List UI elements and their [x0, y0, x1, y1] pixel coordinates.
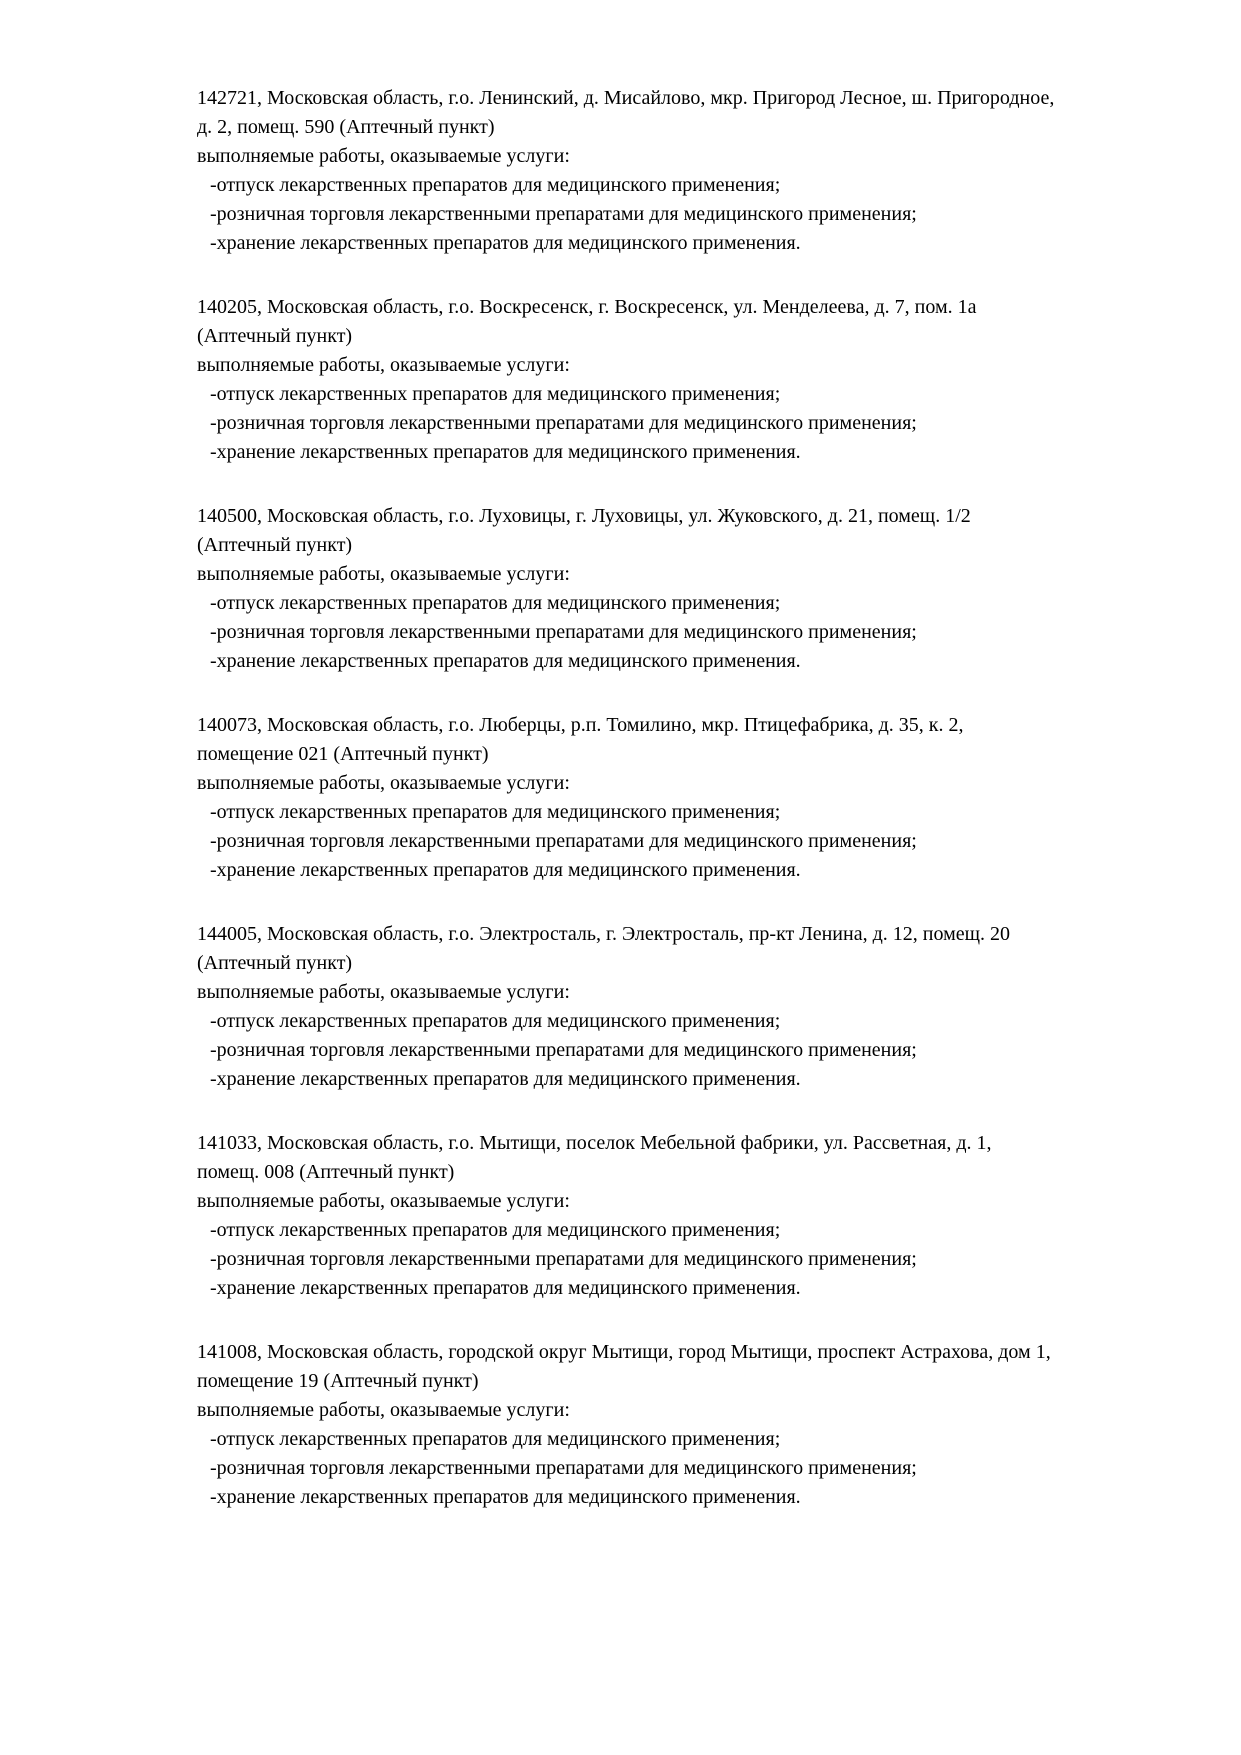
service-item: -розничная торговля лекарственными препаратами для медицинского применения; [210, 1457, 917, 1479]
service-item: -розничная торговля лекарственными препаратами для медицинского применения; [210, 621, 917, 643]
license-entry [197, 84, 1057, 258]
service-item: -хранение лекарственных препаратов для медицинского применения. [210, 1068, 801, 1090]
services-list [197, 1216, 1057, 1303]
pharmacy-address: 142721, Московская область, г.о. Ленинский, д. Мисайлово, мкр. Пригород Лесное, ш. Пригородное, д. 2, помещ. 590 (Аптечный пункт) [197, 87, 1055, 138]
service-item: -отпуск лекарственных препаратов для медицинского применения; [210, 1010, 781, 1032]
pharmacy-address: 141033, Московская область, г.о. Мытищи, поселок Мебельной фабрики, ул. Рассветная, д. 1, помещ. 008 (Аптечный пункт) [197, 1132, 992, 1183]
service-item: -розничная торговля лекарственными препаратами для медицинского применения; [210, 412, 917, 434]
pharmacy-address: 140073, Московская область, г.о. Люберцы, р.п. Томилино, мкр. Птицефабрика, д. 35, к. 2, помещение 021 (Аптечный пункт) [197, 714, 964, 765]
services-list [197, 798, 1057, 885]
service-item: -отпуск лекарственных препаратов для медицинского применения; [210, 801, 781, 823]
service-item: -отпуск лекарственных препаратов для медицинского применения; [210, 1219, 781, 1241]
services-header: выполняемые работы, оказываемые услуги: [197, 563, 570, 585]
service-item: -отпуск лекарственных препаратов для медицинского применения; [210, 383, 781, 405]
service-item: -хранение лекарственных препаратов для медицинского применения. [210, 441, 801, 463]
service-item: -хранение лекарственных препаратов для медицинского применения. [210, 650, 801, 672]
service-item: -хранение лекарственных препаратов для медицинского применения. [210, 1486, 801, 1508]
pharmacy-address: 140205, Московская область, г.о. Воскресенск, г. Воскресенск, ул. Менделеева, д. 7, пом. 1а (Аптечный пункт) [197, 296, 977, 347]
license-entry [197, 1129, 1057, 1303]
service-item: -хранение лекарственных препаратов для медицинского применения. [210, 1277, 801, 1299]
service-item: -розничная торговля лекарственными препаратами для медицинского применения; [210, 203, 917, 225]
license-entry [197, 293, 1057, 467]
license-entry [197, 711, 1057, 885]
service-item: -розничная торговля лекарственными препаратами для медицинского применения; [210, 1248, 917, 1270]
service-item: -розничная торговля лекарственными препаратами для медицинского применения; [210, 830, 917, 852]
services-list [197, 171, 1057, 258]
service-item: -отпуск лекарственных препаратов для медицинского применения; [210, 1428, 781, 1450]
services-header: выполняемые работы, оказываемые услуги: [197, 354, 570, 376]
entries-container [197, 84, 1057, 1547]
pharmacy-address: 140500, Московская область, г.о. Луховицы, г. Луховицы, ул. Жуковского, д. 21, помещ. 1/2 (Аптечный пункт) [197, 505, 971, 556]
license-entry [197, 920, 1057, 1094]
services-list [197, 1007, 1057, 1094]
license-entry [197, 1338, 1057, 1512]
services-header: выполняемые работы, оказываемые услуги: [197, 145, 570, 167]
service-item: -отпуск лекарственных препаратов для медицинского применения; [210, 592, 781, 614]
pharmacy-address: 144005, Московская область, г.о. Электросталь, г. Электросталь, пр-кт Ленина, д. 12, помещ. 20 (Аптечный пункт) [197, 923, 1010, 974]
license-entry [197, 502, 1057, 676]
service-item: -хранение лекарственных препаратов для медицинского применения. [210, 859, 801, 881]
service-item: -хранение лекарственных препаратов для медицинского применения. [210, 232, 801, 254]
services-header: выполняемые работы, оказываемые услуги: [197, 1190, 570, 1212]
services-list [197, 1425, 1057, 1512]
services-header: выполняемые работы, оказываемые услуги: [197, 772, 570, 794]
service-item: -розничная торговля лекарственными препаратами для медицинского применения; [210, 1039, 917, 1061]
pharmacy-address: 141008, Московская область, городской округ Мытищи, город Мытищи, проспект Астрахова, дом 1, помещение 19 (Аптечный пункт) [197, 1341, 1051, 1392]
service-item: -отпуск лекарственных препаратов для медицинского применения; [210, 174, 781, 196]
services-header: выполняемые работы, оказываемые услуги: [197, 981, 570, 1003]
services-list [197, 380, 1057, 467]
services-list [197, 589, 1057, 676]
services-header: выполняемые работы, оказываемые услуги: [197, 1399, 570, 1421]
